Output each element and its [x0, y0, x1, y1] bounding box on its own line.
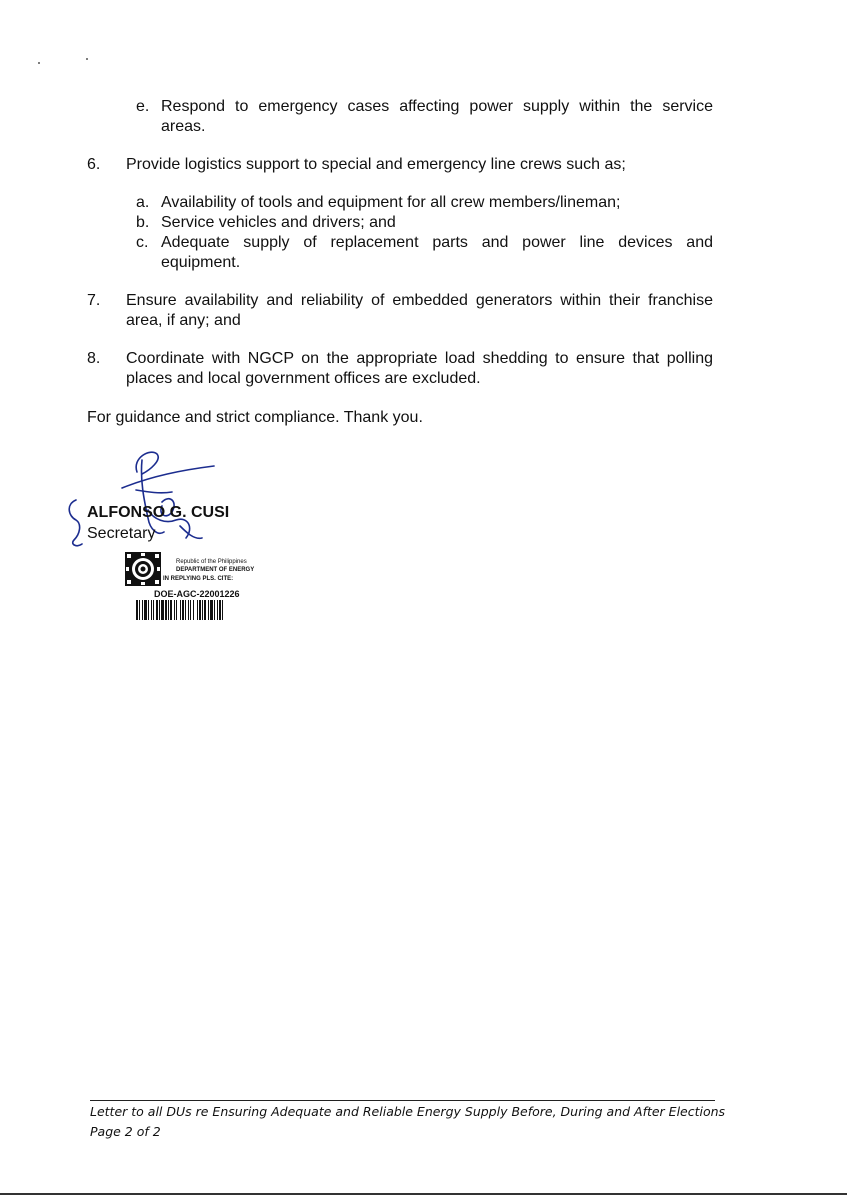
- stamp-reply-line: IN REPLYING PLS. CITE:: [163, 576, 234, 582]
- stamp-department-line: DEPARTMENT OF ENERGY: [176, 567, 255, 573]
- stamp-republic-line: Republic of the Philippines: [176, 559, 247, 565]
- doe-seal-icon: [125, 552, 161, 586]
- footer-rule: [90, 1100, 715, 1101]
- item-7-text-line1: Ensure availability and reliability of embedded generators within their franchise: [126, 292, 713, 309]
- item-6c-marker: c.: [136, 234, 149, 251]
- item-6c-text-line2: equipment.: [161, 254, 241, 271]
- stamp-document-number: DOE-AGC-22001226: [154, 589, 240, 599]
- item-6a-marker: a.: [136, 194, 150, 211]
- item-7-text-line2: area, if any; and: [126, 312, 241, 329]
- item-e-marker: e.: [136, 98, 150, 115]
- item-6c-text-line1: Adequate supply of replacement parts and power line devices and: [161, 234, 713, 251]
- item-6-marker: 6.: [87, 156, 101, 173]
- signatory-name: ALFONSO G. CUSI: [87, 504, 230, 521]
- item-8-marker: 8.: [87, 350, 101, 367]
- item-6b-text: Service vehicles and drivers; and: [161, 214, 396, 231]
- item-8-text-line1: Coordinate with NGCP on the appropriate load shedding to ensure that polling: [126, 350, 713, 367]
- item-e-text-line2: areas.: [161, 118, 206, 135]
- signatory-title: Secretary: [87, 525, 156, 542]
- item-6b-marker: b.: [136, 214, 150, 231]
- scan-speck: [38, 62, 40, 64]
- scan-bottom-edge: [0, 1193, 847, 1195]
- footer-subject: Letter to all DUs re Ensuring Adequate and Reliable Energy Supply Before, During and After Elections: [90, 1104, 726, 1119]
- item-8-text-line2: places and local government offices are excluded.: [126, 370, 481, 387]
- scan-speck: [86, 58, 88, 60]
- footer-page-number: Page 2 of 2: [90, 1124, 161, 1139]
- closing-line: For guidance and strict compliance. Thank you.: [87, 409, 423, 426]
- item-6-text: Provide logistics support to special and emergency line crews such as;: [126, 156, 626, 173]
- item-6a-text: Availability of tools and equipment for all crew members/lineman;: [161, 194, 621, 211]
- item-e-text-line1: Respond to emergency cases affecting power supply within the service: [161, 98, 713, 115]
- document-barcode: [136, 600, 264, 620]
- item-7-marker: 7.: [87, 292, 101, 309]
